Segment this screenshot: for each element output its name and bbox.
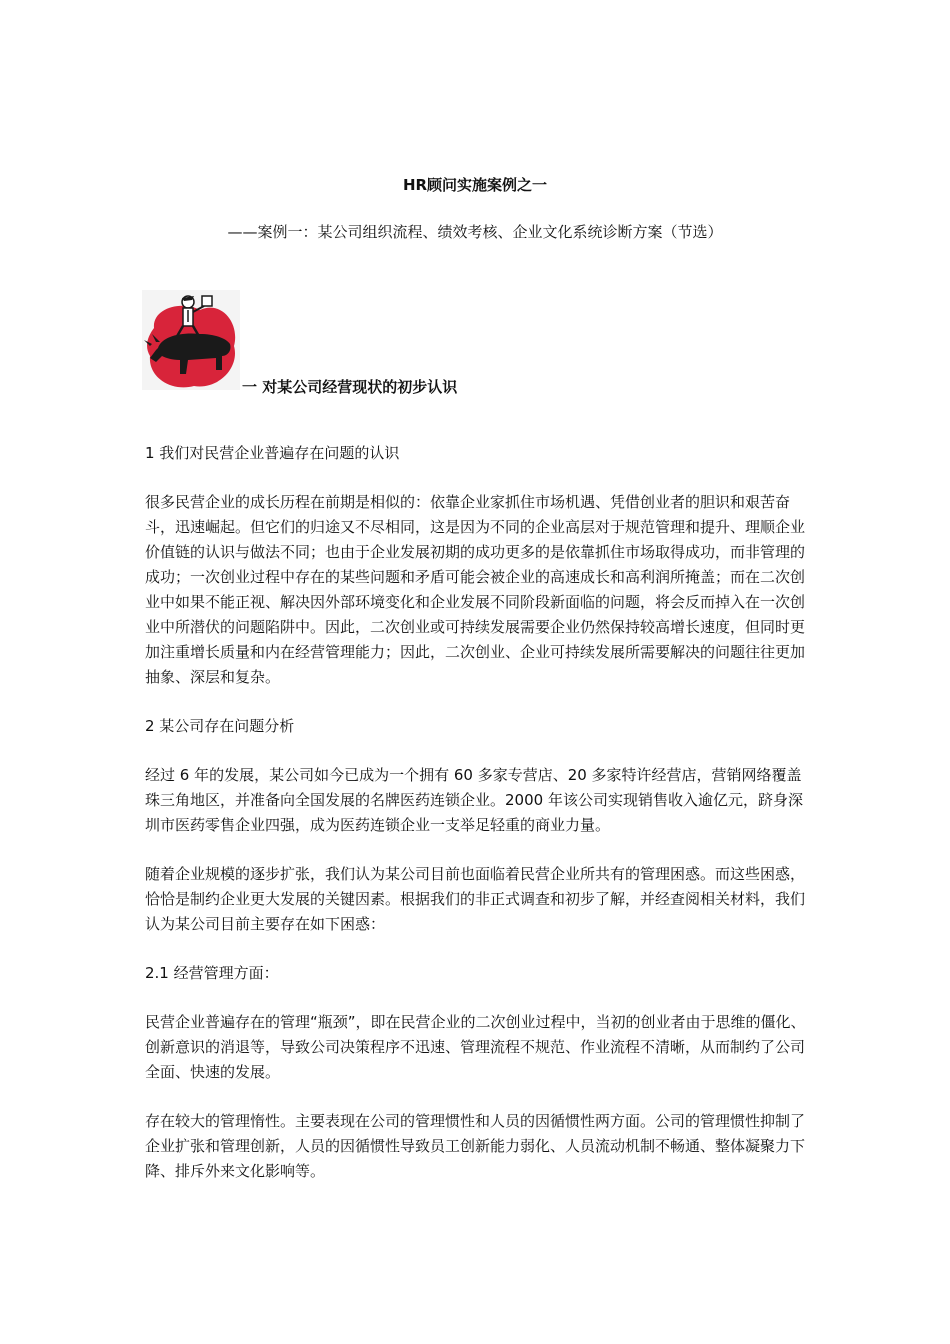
document-title: HR顾问实施案例之一 [402,176,548,194]
paragraph: 存在较大的管理惰性。主要表现在公司的管理惯性和人员的因循惯性两方面。公司的管理惯性抑制了企业扩张和管理创新，人员的因循惯性导致员工创新能力弱化、人员流动机制不畅通、整体凝聚力下降、排斥外来文化影响等。 [145,1112,806,1180]
paragraph: 随着企业规模的逐步扩张，我们认为某公司目前也面临着民营企业所共有的管理困惑。而这些困惑，恰恰是制约企业更大发展的关键因素。根据我们的非正式调查和初步了解，并经查阅相关材料，我们认为某公司目前主要存在如下困惑： [145,865,806,933]
paragraph: 很多民营企业的成长历程在前期是相似的：依靠企业家抓住市场机遇、凭借创业者的胆识和艰苦奋斗，迅速崛起。但它们的归途又不尽相同，这是因为不同的企业高层对于规范管理和提升、理顺企业价值链的认识与做法不同；也由于企业发展初期的成功更多的是依靠抓住市场取得成功，而非管理的成功；一次创业过程中存在的某些问题和矛盾可能会被企业的高速成长和高利润所掩盖；而在二次创业中如果不能正视、解决因外部环境变化和企业发展不同阶段新面临的问题，将会反而掉入在一次创业中所潜伏的问题陷阱中。因此，二次创业或可持续发展需要企业仍然保持较高增长速度，但同时更加注重增长质量和内在经营管理能力；因此，二次创业、企业可持续发展所需要解决的问题往往更加抽象、深层和复杂。 [145,493,806,686]
section-heading: 一 对某公司经营现状的初步认识 [242,378,458,396]
subheading-2-1: 2.1 经营管理方面： [145,964,279,982]
document-subtitle: ——案例一：某公司组织流程、绩效考核、企业文化系统诊断方案（节选） [227,223,723,241]
paragraph: 经过 6 年的发展，某公司如今已成为一个拥有 60 多家专营店、20 多家特许经营店，营销网络覆盖珠三角地区，并准备向全国发展的名牌医药连锁企业。2000 年该公司实现销售收入逾亿元，跻身深圳市医药零售企业四强，成为医药连锁企业一支举足轻重的商业力量。 [145,766,803,834]
subheading-1: 1 我们对民营企业普遍存在问题的认识 [145,444,400,462]
document-body [145,441,810,1208]
subheading-2: 2 某公司存在问题分析 [145,717,295,735]
paragraph: 民营企业普遍存在的管理“瓶颈”，即在民营企业的二次创业过程中，当初的创业者由于思维的僵化、创新意识的消退等，导致公司决策程序不迅速、管理流程不规范、作业流程不清晰，从而制约了公司全面、快速的发展。 [145,1013,806,1081]
businessman-riding-bull-icon [142,290,240,390]
